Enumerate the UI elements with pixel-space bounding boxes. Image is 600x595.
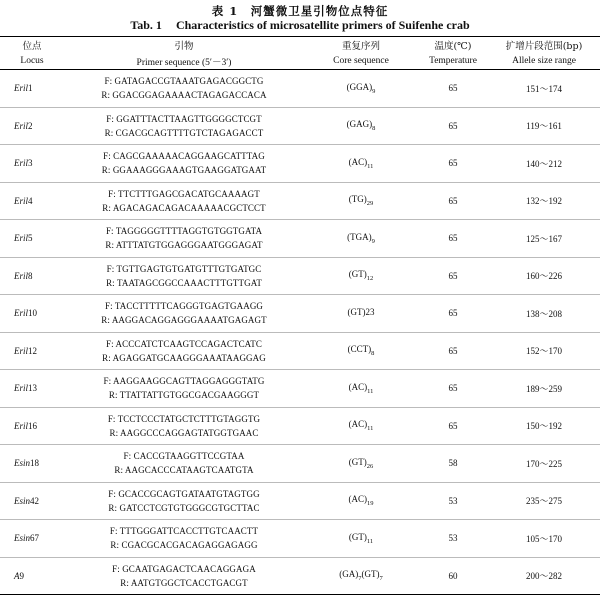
locus-prefix: Eril	[14, 308, 29, 319]
forward-primer: F: TCCTCCCTATGCTCTTTGTAGGTG	[107, 413, 261, 424]
header-core-cn: 重复序列	[341, 41, 380, 52]
allele-range-cell: 105～170	[488, 520, 600, 558]
primer-cell	[64, 182, 304, 220]
forward-primer: F: GATAGACCGTAAATGAGACGGCTG	[104, 76, 264, 87]
core-sequence-cell	[304, 257, 418, 295]
locus-cell	[0, 482, 64, 520]
temperature-cell: 65	[418, 107, 488, 145]
locus-prefix: Eril	[14, 158, 29, 169]
core-repeat: 11	[367, 387, 374, 395]
allele-range-cell: 235～275	[488, 482, 600, 520]
temperature-cell: 65	[418, 70, 488, 108]
locus-prefix: A	[14, 570, 20, 581]
locus-cell	[0, 520, 64, 558]
header-primer-en: Primer sequence (5′－3′)	[64, 53, 304, 70]
core-repeat: 11	[367, 162, 374, 170]
temperature-cell: 65	[418, 295, 488, 333]
core-motif: (GT)	[348, 269, 367, 280]
locus-number: 2	[28, 120, 33, 131]
core-sequence-cell	[304, 332, 418, 370]
header-locus-en: Locus	[0, 53, 64, 70]
core-motif: (CCT)	[347, 344, 372, 355]
temperature-cell: 65	[418, 220, 488, 258]
primer-cell	[64, 445, 304, 483]
header-core-en: Core sequence	[304, 53, 418, 70]
reverse-primer: R: ATTTATGTGGAGGGAATGGGAGAT	[105, 240, 263, 251]
core-repeat-2: 7	[379, 575, 383, 583]
allele-range-cell: 200～282	[525, 571, 562, 582]
locus-prefix: Eril	[14, 345, 29, 356]
temperature-cell: 58	[418, 445, 488, 483]
locus-number: 1	[28, 83, 33, 94]
core-sequence-cell	[304, 370, 418, 408]
core-motif: (GT)	[348, 456, 367, 467]
primer-cell	[64, 257, 304, 295]
core-repeat: 29	[366, 200, 374, 208]
core-motif: (TGA)	[347, 231, 372, 242]
core-repeat: 8	[372, 125, 376, 133]
locus-cell	[0, 107, 64, 145]
locus-prefix: Eril	[14, 420, 29, 431]
core-repeat: 26	[366, 462, 374, 470]
reverse-primer: R: TTATTATTGTGGCGACGAAGGGT	[108, 390, 260, 401]
table-caption-cn: 表 1 河蟹微卫星引物位点特征	[211, 4, 389, 18]
allele-range-cell: 138～208	[488, 295, 600, 333]
locus-prefix: Eril	[14, 195, 29, 206]
table-row	[0, 182, 600, 220]
allele-range-cell: 150～192	[488, 407, 600, 445]
table-row	[0, 220, 600, 258]
reverse-primer: R: GGACGGAGAAAACTAGAGACCACA	[101, 90, 267, 101]
forward-primer: F: GGATTTACTTAAGTTGGGGCTCGT	[106, 113, 262, 124]
table-row	[0, 520, 600, 558]
temperature-cell: 53	[418, 482, 488, 520]
header-temp-cn: 温度(℃)	[434, 41, 472, 52]
locus-prefix: Eril	[14, 383, 29, 394]
table-title: Characteristics of microsatellite primers of Suifenhe crab	[175, 18, 470, 32]
core-motif: (GGA)	[346, 81, 373, 92]
primer-cell	[64, 70, 304, 108]
table-body	[0, 70, 600, 595]
locus-cell	[0, 557, 64, 595]
forward-primer: F: GCACCGCAGTGATAATGTAGTGG	[108, 488, 260, 499]
allele-range-cell: 152～170	[488, 332, 600, 370]
table-row	[0, 332, 600, 370]
locus-number: 67	[30, 533, 40, 544]
core-repeat: 11	[366, 537, 374, 545]
locus-cell	[0, 407, 64, 445]
table-row	[0, 370, 600, 408]
temperature-cell: 53	[418, 520, 488, 558]
primer-cell	[64, 482, 304, 520]
core-sequence-cell	[304, 295, 418, 333]
locus-number: 12	[28, 345, 38, 356]
core-repeat: 19	[367, 500, 374, 508]
reverse-primer: R: CGACGCACGACAGAGGAGAGG	[110, 540, 258, 551]
primer-cell	[64, 295, 304, 333]
table-row	[0, 257, 600, 295]
locus-cell	[0, 445, 64, 483]
allele-range-cell: 140～212	[488, 145, 600, 183]
reverse-primer: R: TAATAGCGGCCAAACTTTGTTGAT	[106, 277, 262, 288]
primer-cell	[64, 145, 304, 183]
temperature-cell: 60	[448, 570, 458, 581]
locus-prefix: Eril	[14, 83, 29, 94]
core-sequence-cell	[304, 107, 418, 145]
core-motif-2: (GT)	[361, 569, 380, 580]
allele-range-cell: 189～259	[488, 370, 600, 408]
table-header	[0, 37, 600, 70]
core-sequence-cell	[304, 220, 418, 258]
table-caption-en	[0, 18, 600, 33]
forward-primer: F: CAGCGAAAAACAGGAAGCATTTAG	[103, 151, 265, 162]
core-sequence-cell	[304, 70, 418, 108]
locus-prefix: Eril	[14, 233, 29, 244]
locus-number: 18	[30, 458, 40, 469]
locus-cell	[0, 370, 64, 408]
primer-cell	[64, 332, 304, 370]
locus-prefix: Esin	[14, 495, 31, 506]
locus-number: 5	[28, 233, 33, 244]
locus-number: 9	[19, 570, 24, 581]
header-locus-cn: 位点	[22, 41, 42, 52]
temperature-cell: 65	[418, 407, 488, 445]
header-range-cn: 扩增片段范围(bp)	[505, 41, 583, 52]
forward-primer: F: TAGGGGGTTTTAGGTGTGGTGATA	[105, 226, 263, 237]
locus-number: 3	[28, 158, 33, 169]
temperature-cell: 65	[418, 370, 488, 408]
allele-range-cell: 160～226	[488, 257, 600, 295]
allele-range-cell: 170～225	[488, 445, 600, 483]
locus-cell	[0, 182, 64, 220]
temperature-cell: 65	[418, 182, 488, 220]
reverse-primer: R: GGAAAGGGAAAGTGAAGGATGAAT	[101, 165, 267, 176]
forward-primer: F: TTCTTTGAGCGACATGCAAAAGT	[108, 188, 260, 199]
core-sequence-cell	[304, 182, 418, 220]
forward-primer: F: GCAATGAGACTCAACAGGAGA	[112, 563, 256, 574]
reverse-primer: R: AAGGACAGGAGGGAAAATGAGAGT	[101, 315, 267, 326]
header-primer-cn: 引物	[174, 41, 194, 52]
table-row	[0, 70, 600, 108]
core-repeat: 12	[366, 275, 374, 283]
locus-cell	[0, 145, 64, 183]
locus-prefix: Esin	[14, 533, 31, 544]
table-row	[0, 107, 600, 145]
locus-cell	[0, 332, 64, 370]
primer-cell	[64, 370, 304, 408]
primer-cell	[64, 557, 304, 595]
forward-primer: F: TACCTTTTTCAGGGTGAGTGAAGG	[104, 301, 264, 312]
core-sequence-cell	[304, 557, 418, 595]
core-motif: (AC)	[348, 381, 368, 392]
table-row	[0, 145, 600, 183]
core-repeat: 8	[371, 350, 375, 358]
reverse-primer: R: AAGGCCCAGGAGTATGGTGAAC	[109, 427, 259, 438]
table-row	[0, 407, 600, 445]
primer-cell	[64, 407, 304, 445]
reverse-primer: R: CGACGCAGTTTTGTCTAGAGACCT	[104, 127, 264, 138]
table-row	[0, 445, 600, 483]
forward-primer: F: CACCGTAAGGTTCCGTAA	[123, 451, 245, 462]
core-motif: (AC)	[348, 494, 367, 505]
core-repeat: 9	[371, 237, 375, 245]
core-motif: (GT)23	[347, 306, 375, 317]
reverse-primer: R: AATGTGGCTCACCTGACGT	[120, 577, 248, 588]
temperature-cell: 65	[418, 332, 488, 370]
forward-primer: F: TTTGGGATTCACCTTGTCAACTT	[109, 526, 259, 537]
core-motif: (AC)	[348, 419, 368, 430]
locus-number: 4	[28, 195, 33, 206]
core-sequence-cell	[304, 482, 418, 520]
locus-prefix: Eril	[14, 120, 29, 131]
core-repeat: 7	[358, 575, 362, 583]
allele-range-cell: 132～192	[488, 182, 600, 220]
table-row	[0, 557, 600, 595]
reverse-primer: R: AGACAGACAGACAAAAACGCTCCT	[102, 202, 266, 213]
reverse-primer: R: AGAGGATGCAAGGGAAATAAGGAG	[102, 352, 266, 363]
core-motif: (GT)	[348, 531, 367, 542]
locus-cell	[0, 295, 64, 333]
temperature-cell: 65	[418, 257, 488, 295]
locus-number: 42	[30, 495, 40, 506]
primer-table	[0, 36, 600, 595]
locus-cell	[0, 220, 64, 258]
forward-primer: F: ACCCATCTCAAGTCCAGACTCATC	[106, 338, 262, 349]
core-repeat: 11	[367, 425, 374, 433]
header-range-en: Allele size range	[488, 53, 600, 70]
core-sequence-cell	[304, 520, 418, 558]
reverse-primer: R: GATCCTCGTGTGGGCGTGCTTAC	[108, 502, 260, 513]
primer-cell	[64, 520, 304, 558]
table-row	[0, 295, 600, 333]
locus-number: 16	[28, 420, 38, 431]
core-motif: (TG)	[348, 194, 367, 205]
core-repeat: 9	[372, 87, 376, 95]
header-temp-en: Temperature	[418, 53, 488, 70]
allele-range-cell: 125～167	[488, 220, 600, 258]
allele-range-cell: 119～161	[488, 107, 600, 145]
core-motif: (GAG)	[346, 119, 373, 130]
core-motif: (AC)	[348, 156, 368, 167]
core-sequence-cell	[304, 407, 418, 445]
forward-primer: F: TGTTGAGTGTGATGTTTGTGATGC	[106, 263, 262, 274]
locus-prefix: Eril	[14, 270, 29, 281]
core-motif: (GA)	[339, 569, 359, 580]
locus-number: 10	[28, 308, 38, 319]
table-row	[0, 482, 600, 520]
temperature-cell: 65	[418, 145, 488, 183]
locus-cell	[0, 70, 64, 108]
locus-number: 8	[28, 270, 33, 281]
primer-cell	[64, 107, 304, 145]
core-sequence-cell	[304, 445, 418, 483]
primer-cell	[64, 220, 304, 258]
locus-cell	[0, 257, 64, 295]
locus-number: 13	[28, 383, 38, 394]
locus-prefix: Esin	[14, 458, 31, 469]
allele-range-cell: 151～174	[488, 70, 600, 108]
forward-primer: F: AAGGAAGGCAGTTAGGAGGGTATG	[103, 376, 265, 387]
table-number: Tab. 1	[130, 18, 162, 32]
core-sequence-cell	[304, 145, 418, 183]
reverse-primer: R: AAGCACCCATAAGTCAATGTA	[114, 465, 254, 476]
